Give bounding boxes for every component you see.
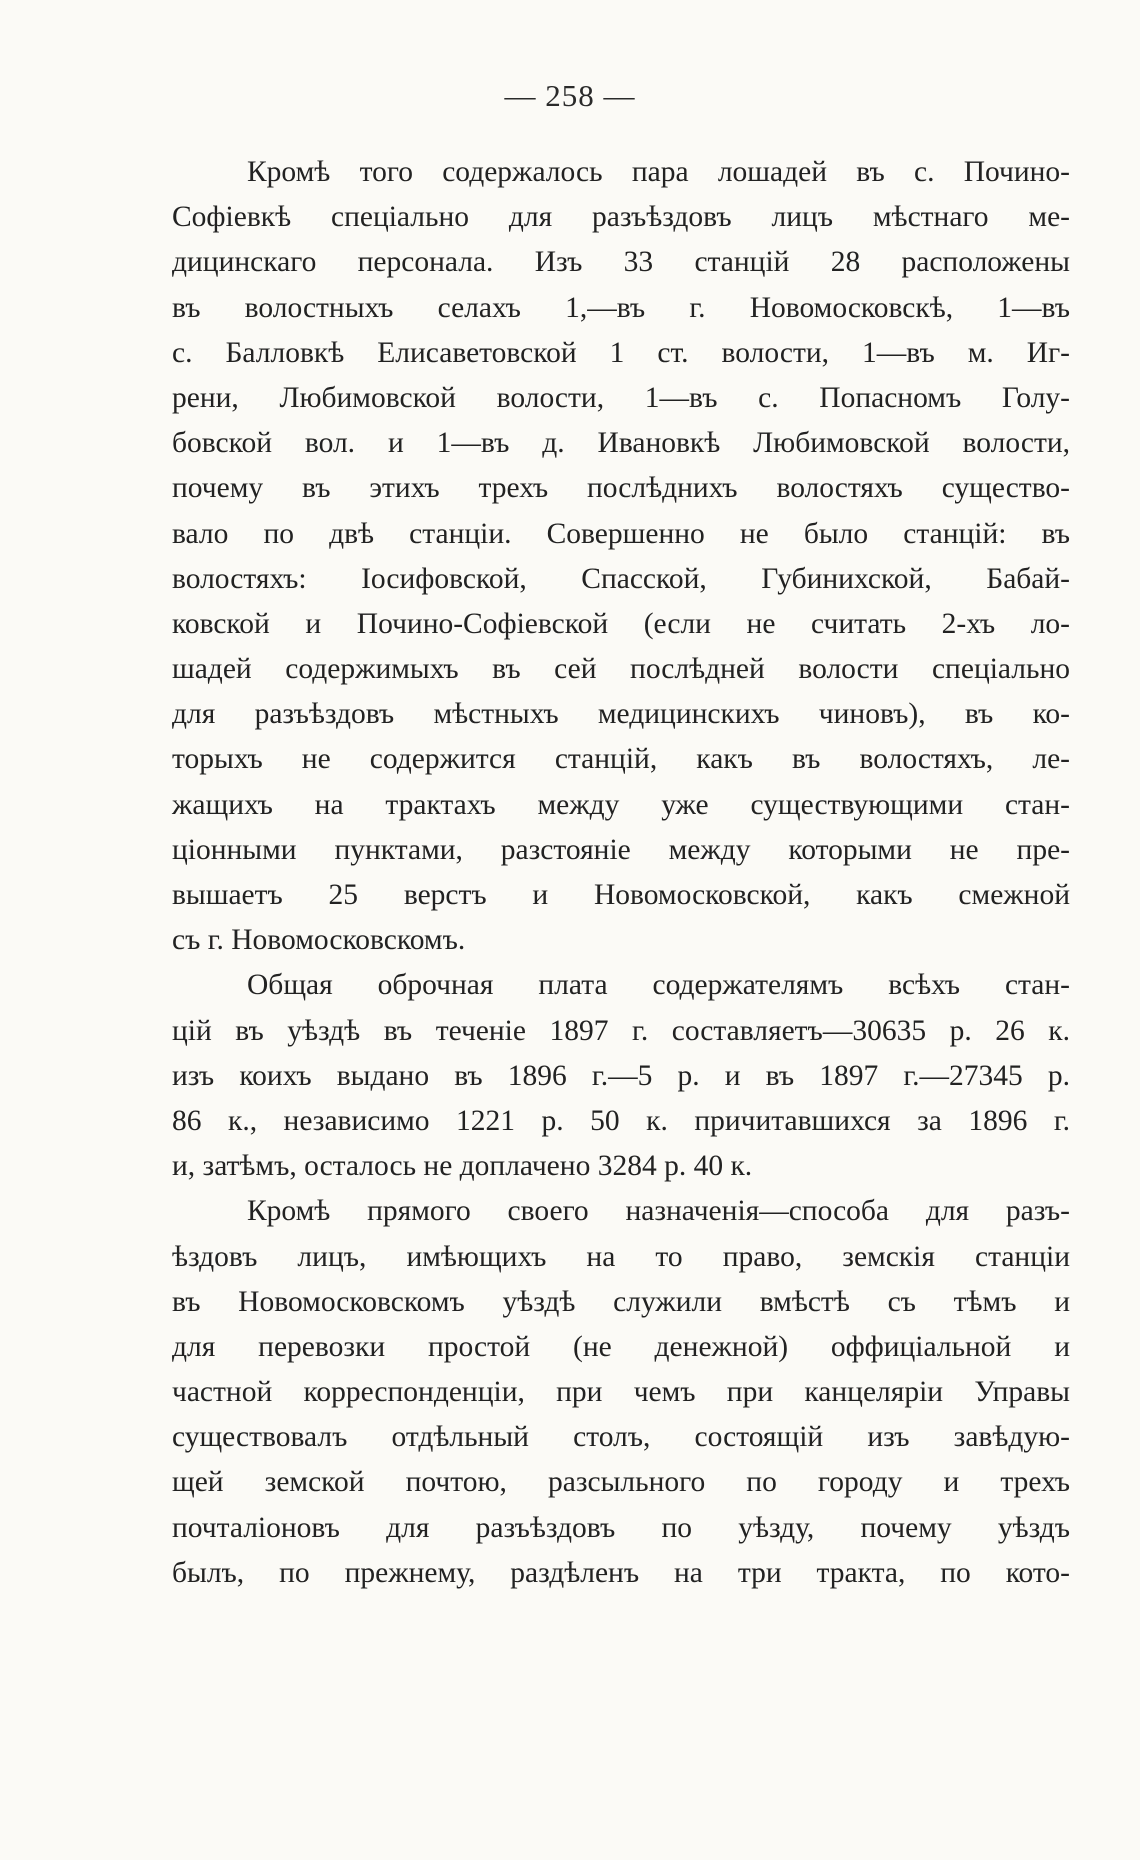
- paragraph-3-line: почталіоновъ для разъѣздовъ по уѣзду, почему уѣздъ: [172, 1511, 1070, 1544]
- paragraph-1-line: ціонными пунктами, разстояніе между которыми не пре-: [172, 833, 1070, 866]
- body-text: [172, 150, 1070, 1596]
- paragraph-2-line: цій въ уѣздѣ въ теченіе 1897 г. составляетъ—30635 р. 26 к.: [172, 1014, 1070, 1047]
- paragraph-1-line: вало по двѣ станціи. Совершенно не было станцій: въ: [172, 517, 1070, 550]
- paragraph-1-line: съ г. Новомосковскомъ.: [172, 924, 466, 957]
- paragraph-2-line: изъ коихъ выдано въ 1896 г.—5 р. и въ 1897 г.—27345 р.: [172, 1059, 1070, 1092]
- paragraph-1-line: для разъѣздовъ мѣстныхъ медицинскихъ чиновъ), въ ко-: [172, 698, 1070, 731]
- paragraph-3-line: существовалъ отдѣльный столъ, состоящій изъ завѣдую-: [172, 1421, 1070, 1454]
- paragraph-2-line: 86 к., независимо 1221 р. 50 к. причитавшихся за 1896 г.: [172, 1104, 1070, 1137]
- paragraph-3-line: для перевозки простой (не денежной) оффиціальной и: [172, 1330, 1070, 1363]
- paragraph-3-line: былъ, по прежнему, раздѣленъ на три тракта, по кото-: [172, 1556, 1070, 1589]
- paragraph-1-line: почему въ этихъ трехъ послѣднихъ волостяхъ существо-: [172, 472, 1070, 505]
- paragraph-1-line: Софіевкѣ спеціально для разъѣздовъ лицъ мѣстнаго ме-: [172, 201, 1070, 234]
- paragraph-1-line: жащихъ на трактахъ между уже существующими стан-: [172, 788, 1070, 821]
- paragraph-1-line: рени, Любимовской волости, 1—въ с. Попасномъ Голу-: [172, 381, 1070, 414]
- paragraph-2-line: и, затѣмъ, осталось не доплачено 3284 р. 40 к.: [172, 1150, 753, 1183]
- paragraph-1-line: с. Балловкѣ Елисаветовской 1 ст. волости, 1—въ м. Иг-: [172, 336, 1070, 369]
- paragraph-1-line: шадей содержимыхъ въ сей послѣдней волости спеціально: [172, 653, 1070, 686]
- paragraph-1-line: въ волостныхъ селахъ 1,—въ г. Новомосковскѣ, 1—въ: [172, 291, 1070, 324]
- paragraph-1-line: торыхъ не содержится станцій, какъ въ волостяхъ, ле-: [172, 743, 1070, 776]
- paragraph-1-line: волостяхъ: Іосифовской, Спасской, Губинихской, Бабай-: [172, 562, 1070, 595]
- paragraph-2-line: Общая оброчная плата содержателямъ всѣхъ стан-: [247, 969, 1070, 1002]
- paragraph-1-line: вышаетъ 25 верстъ и Новомосковской, какъ смежной: [172, 879, 1070, 911]
- paragraph-1-line: дицинскаго персонала. Изъ 33 станцій 28 расположены: [172, 246, 1070, 279]
- paragraph-1-line: Кромѣ того содержалось пара лошадей въ с. Почино-: [247, 156, 1070, 188]
- paragraph-3-line: въ Новомосковскомъ уѣздѣ служили вмѣстѣ съ тѣмъ и: [172, 1285, 1070, 1318]
- paragraph-3-line: ѣздовъ лицъ, имѣющихъ на то право, земскія станціи: [172, 1240, 1070, 1273]
- paragraph-3-line: щей земской почтою, разсыльного по городу и трехъ: [172, 1466, 1070, 1499]
- paragraph-1-line: ковской и Почино-Софіевской (если не считать 2-хъ ло-: [172, 607, 1070, 640]
- paragraph-3-line: частной корреспонденціи, при чемъ при канцеляріи Управы: [172, 1376, 1070, 1409]
- paragraph-1-line: бовской вол. и 1—въ д. Ивановкѣ Любимовской волости,: [172, 427, 1070, 460]
- paragraph-3-line: Кромѣ прямого своего назначенія—способа для разъ-: [247, 1195, 1070, 1228]
- page-number: — 258 —: [504, 78, 636, 113]
